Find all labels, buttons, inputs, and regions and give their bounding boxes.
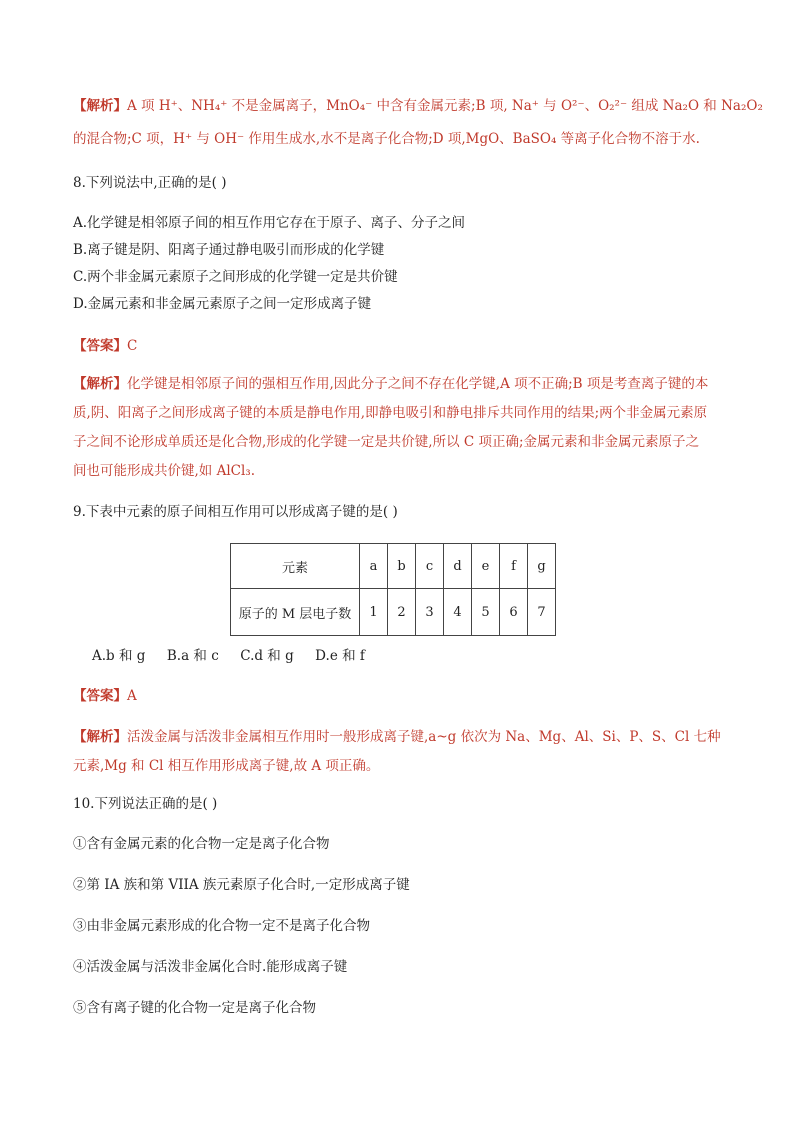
table-cell: a: [360, 544, 388, 589]
element-table: [230, 543, 556, 636]
q7-analysis-line-2: 的混合物;C 项，H⁺ 与 OH⁻ 作用生成水,水不是离子化合物;D 项,MgO、BaSO₄ 等离子化合物不溶于水.: [73, 131, 700, 147]
q10-item-1: ①含有金属元素的化合物一定是离子化合物: [73, 836, 330, 852]
q9-options: A.b 和 g B.a 和 c C.d 和 g D.e 和 f: [92, 648, 365, 664]
q8-analysis-line-3: 子之间不论形成单质还是化合物,形成的化学键一定是共价键,所以 C 项正确;金属元素和非金属元素原子之: [73, 434, 700, 450]
table-cell: 3: [416, 589, 444, 636]
q8-stem: 8.下列说法中,正确的是( ): [73, 175, 227, 191]
table-cell: 4: [444, 589, 472, 636]
q10-item-3: ③由非金属元素形成的化合物一定不是离子化合物: [73, 918, 370, 934]
q8-analysis-line-1: [73, 378, 708, 392]
table-cell: f: [500, 544, 528, 589]
analysis-tag: 【解析】: [73, 376, 127, 392]
analysis-text: 活泼金属与活泼非金属相互作用时一般形成离子键,a~g 依次为 Na、Mg、Al、Si、P、S、Cl 七种: [127, 729, 721, 745]
table-cell: 7: [528, 589, 556, 636]
answer-value: C: [127, 338, 138, 354]
answer-tag: 【答案】: [73, 338, 127, 354]
q10-item-5: ⑤含有离子键的化合物一定是离子化合物: [73, 1000, 316, 1016]
q9-stem: 9.下表中元素的原子间相互作用可以形成离子键的是( ): [73, 504, 398, 520]
q8-option-c: C.两个非金属元素原子之间形成的化学键一定是共价键: [73, 269, 398, 285]
table-cell: d: [444, 544, 472, 589]
table-row: [231, 589, 556, 636]
table-header-label: 元素: [231, 544, 360, 589]
q8-analysis-line-2: 质,阴、阳离子之间形成离子键的本质是静电作用,即静电吸引和静电排斥共同作用的结果;两个非金属元素原: [73, 405, 708, 421]
table-cell: 2: [388, 589, 416, 636]
q8-option-d: D.金属元素和非金属元素原子之间一定形成离子键: [73, 296, 372, 312]
table-row-label: 原子的 M 层电子数: [231, 589, 360, 636]
table-cell: g: [528, 544, 556, 589]
analysis-tag: 【解析】: [73, 98, 127, 114]
table-cell: 5: [472, 589, 500, 636]
q8-answer: [73, 340, 137, 354]
analysis-tag: 【解析】: [73, 729, 127, 745]
q10-item-2: ②第 IA 族和第 VIIA 族元素原子化合时,一定形成离子键: [73, 877, 410, 893]
q10-stem: 10.下列说法正确的是( ): [73, 796, 218, 812]
q9-answer: [73, 690, 137, 704]
answer-value: A: [127, 688, 137, 704]
q10-item-4: ④活泼金属与活泼非金属化合时.能形成离子键: [73, 959, 348, 975]
q8-option-a: A.化学键是相邻原子间的相互作用它存在于原子、离子、分子之间: [73, 215, 466, 231]
analysis-text: 化学键是相邻原子间的强相互作用,因此分子之间不存在化学键,A 项不正确;B 项是考查离子键的本: [127, 376, 709, 392]
q9-analysis-line-1: [73, 731, 721, 745]
table-row: [231, 544, 556, 589]
q7-analysis-line-1: [73, 100, 763, 114]
table-cell: b: [388, 544, 416, 589]
answer-tag: 【答案】: [73, 688, 127, 704]
q9-analysis-line-2: 元素,Mg 和 Cl 相互作用形成离子键,故 A 项正确。: [73, 758, 380, 774]
table-cell: e: [472, 544, 500, 589]
q8-option-b: B.离子键是阴、阳离子通过静电吸引而形成的化学键: [73, 242, 385, 258]
table-cell: 1: [360, 589, 388, 636]
analysis-text: A 项 H⁺、NH₄⁺ 不是金属离子，MnO₄⁻ 中含有金属元素;B 项, Na⁺ 与 O²⁻、O₂²⁻ 组成 Na₂O 和 Na₂O₂: [127, 98, 763, 114]
q8-analysis-line-4: 间也可能形成共价键,如 AlCl₃.: [73, 463, 255, 479]
table-cell: c: [416, 544, 444, 589]
table-cell: 6: [500, 589, 528, 636]
